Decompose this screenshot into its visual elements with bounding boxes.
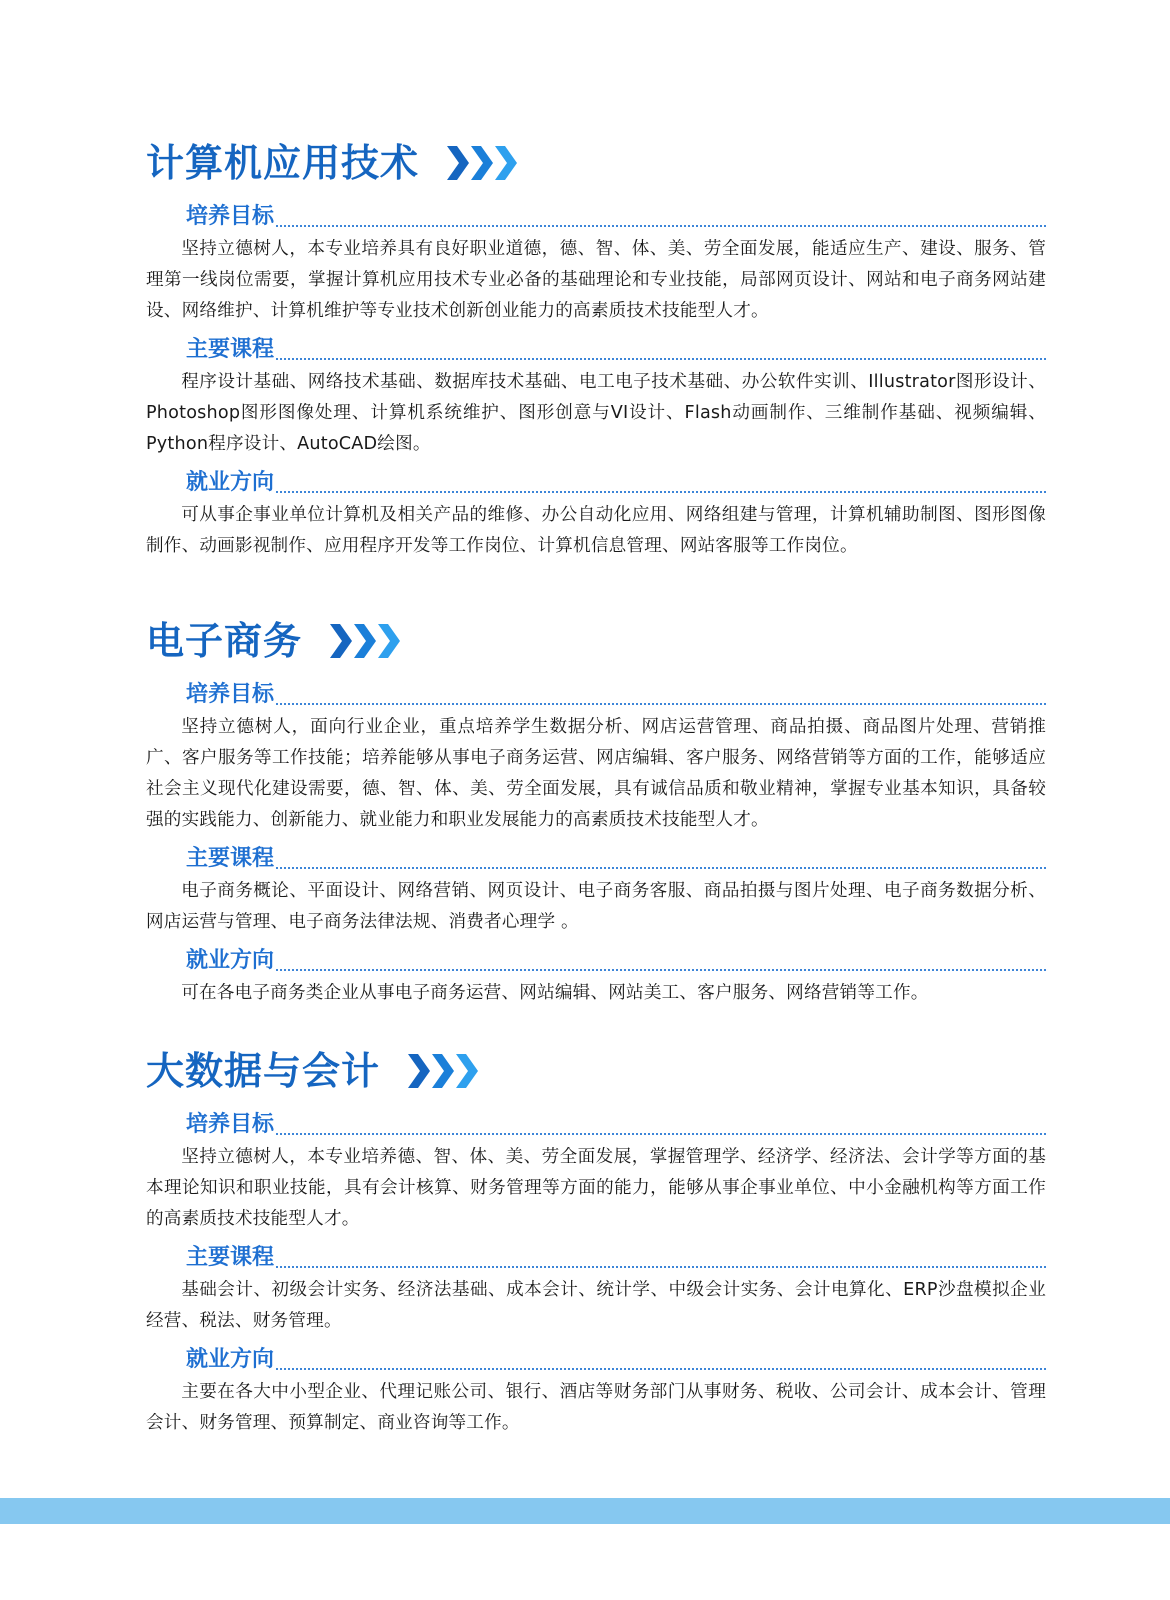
section-text: 程序设计基础、网络技术基础、数据库技术基础、电工电子技术基础、办公软件实训、Illustrator图形设计、Photoshop图形图像处理、计算机系统维护、图形创意与VI设计、Flash动画制作、三维制作基础、视频编辑、Python程序设计、AutoCAD绘图。: [146, 372, 1046, 454]
major-computer-application: [146, 132, 1046, 562]
section-main-courses: [146, 840, 1046, 938]
major-title: 电子商务: [146, 619, 303, 663]
major-e-commerce: [146, 610, 1046, 1009]
triple-chevron-right-icon: [447, 145, 519, 181]
section-text: 坚持立德树人，本专业培养德、智、体、美、劳全面发展，掌握管理学、经济学、经济法、会计学等方面的基本理论知识和职业技能，具有会计核算、财务管理等方面的能力，能够从事企事业单位、中小金融机构等方面工作的高素质技术技能型人才。: [146, 1147, 1046, 1229]
section-heading: 就业方向: [186, 1347, 275, 1372]
section-main-courses: [146, 1239, 1046, 1337]
section-heading: 主要课程: [186, 846, 275, 871]
section-heading: 培养目标: [186, 1112, 275, 1137]
section-text: 电子商务概论、平面设计、网络营销、网页设计、电子商务客服、商品拍摄与图片处理、电子商务数据分析、网店运营与管理、电子商务法律法规、消费者心理学 。: [146, 881, 1046, 932]
section-main-courses: [146, 331, 1046, 460]
section-heading: 就业方向: [186, 948, 275, 973]
dotted-leader: [276, 1368, 1046, 1370]
section-heading: 培养目标: [186, 204, 275, 229]
dotted-leader: [276, 1133, 1046, 1135]
major-title: 大数据与会计: [146, 1049, 381, 1093]
section-employment: [146, 464, 1046, 562]
section-text: 坚持立德树人，本专业培养具有良好职业道德，德、智、体、美、劳全面发展，能适应生产、建设、服务、管理第一线岗位需要，掌握计算机应用技术专业必备的基础理论和专业技能，局部网页设计、网站和电子商务网站建设、网络维护、计算机维护等专业技术创新创业能力的高素质技术技能型人才。: [146, 239, 1046, 321]
section-training-goal: [146, 1106, 1046, 1235]
section-text: 可从事企事业单位计算机及相关产品的维修、办公自动化应用、网络组建与管理，计算机辅助制图、图形图像制作、动画影视制作、应用程序开发等工作岗位、计算机信息管理、网站客服等工作岗位。: [146, 505, 1046, 556]
major-header: [146, 610, 1046, 672]
triple-chevron-right-icon: [330, 623, 402, 659]
major-header: [146, 132, 1046, 194]
dotted-leader: [276, 969, 1046, 971]
section-training-goal: [146, 676, 1046, 836]
footer-band: [0, 1498, 1170, 1524]
triple-chevron-right-icon: [408, 1053, 480, 1089]
section-employment: [146, 1341, 1046, 1439]
section-text: 基础会计、初级会计实务、经济法基础、成本会计、统计学、中级会计实务、会计电算化、ERP沙盘模拟企业经营、税法、财务管理。: [146, 1280, 1046, 1331]
dotted-leader: [276, 867, 1046, 869]
dotted-leader: [276, 491, 1046, 493]
section-heading: 就业方向: [186, 470, 275, 495]
section-text: 坚持立德树人，面向行业企业，重点培养学生数据分析、网店运营管理、商品拍摄、商品图片处理、营销推广、客户服务等工作技能；培养能够从事电子商务运营、网店编辑、客户服务、网络营销等方面的工作，能够适应社会主义现代化建设需要，德、智、体、美、劳全面发展，具有诚信品质和敬业精神，掌握专业基本知识，具备较强的实践能力、创新能力、就业能力和职业发展能力的高素质技术技能型人才。: [146, 717, 1046, 830]
dotted-leader: [276, 1266, 1046, 1268]
dotted-leader: [276, 358, 1046, 360]
section-text: 主要在各大中小型企业、代理记账公司、银行、酒店等财务部门从事财务、税收、公司会计、成本会计、管理会计、财务管理、预算制定、商业咨询等工作。: [146, 1382, 1046, 1433]
section-employment: [146, 942, 1046, 1009]
dotted-leader: [276, 225, 1046, 227]
section-heading: 主要课程: [186, 1245, 275, 1270]
dotted-leader: [276, 703, 1046, 705]
major-big-data-accounting: [146, 1040, 1046, 1439]
section-text: 可在各电子商务类企业从事电子商务运营、网站编辑、网站美工、客户服务、网络营销等工作。: [181, 983, 929, 1003]
section-heading: 培养目标: [186, 682, 275, 707]
section-heading: 主要课程: [186, 337, 275, 362]
major-header: [146, 1040, 1046, 1102]
section-training-goal: [146, 198, 1046, 327]
major-title: 计算机应用技术: [146, 141, 420, 185]
